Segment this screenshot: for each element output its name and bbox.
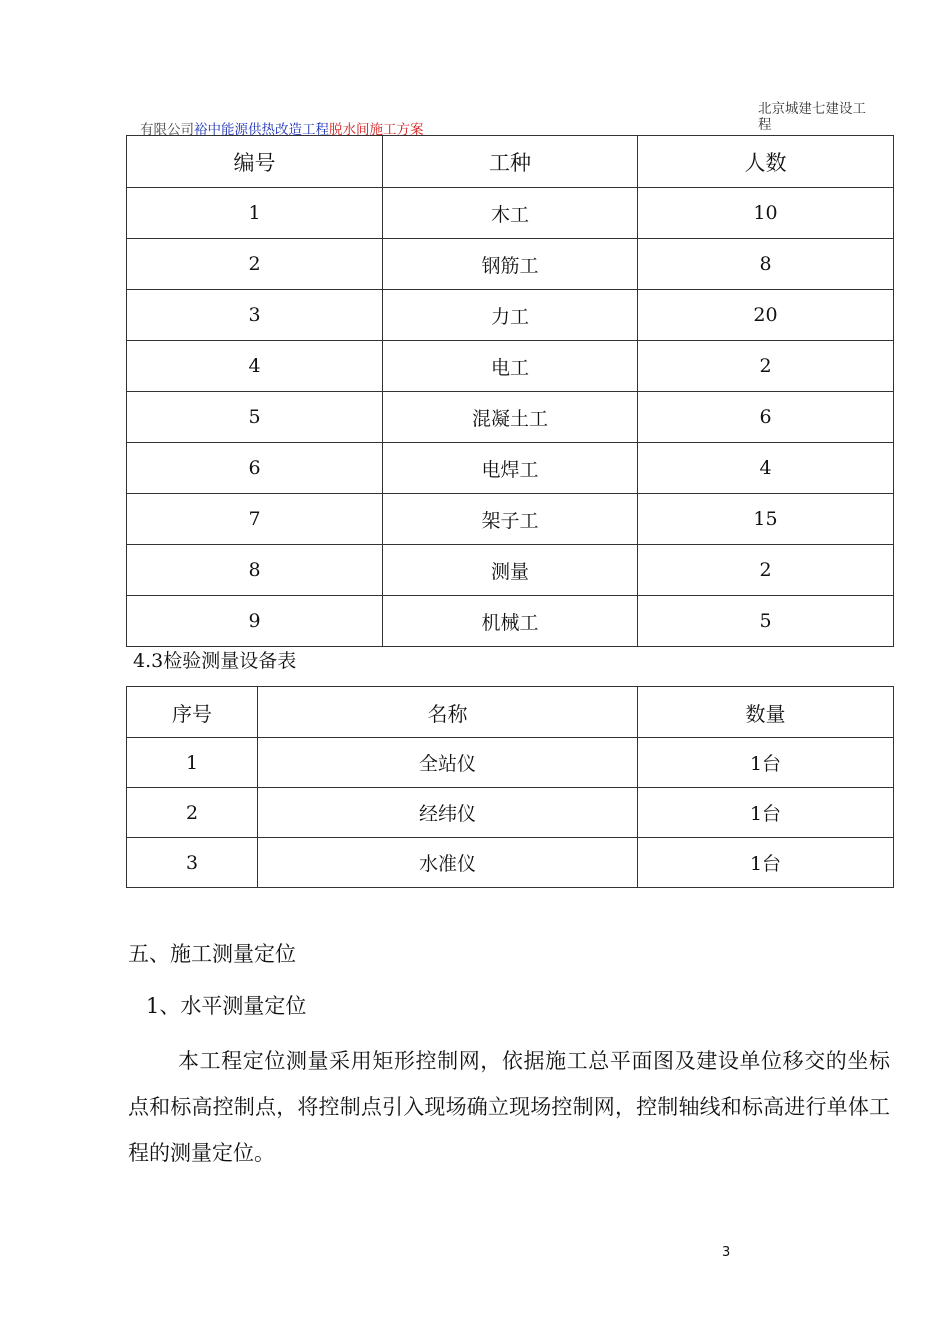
cell-seq: 1 xyxy=(127,738,258,788)
cell-count: 5 xyxy=(638,596,894,647)
cell-count: 20 xyxy=(638,290,894,341)
table-header-row xyxy=(127,136,894,188)
cell-number: 9 xyxy=(127,596,383,647)
table-row xyxy=(127,392,894,443)
header-cell-quantity: 数量 xyxy=(638,687,894,738)
table-row xyxy=(127,341,894,392)
cell-number: 6 xyxy=(127,443,383,494)
cell-trade: 架子工 xyxy=(383,494,638,545)
header-company: 有限公司 xyxy=(140,122,194,138)
table-row xyxy=(127,188,894,239)
cell-count: 2 xyxy=(638,545,894,596)
cell-count: 15 xyxy=(638,494,894,545)
cell-number: 8 xyxy=(127,545,383,596)
cell-quantity: 1台 xyxy=(638,838,894,888)
table-row xyxy=(127,838,894,888)
cell-name: 经纬仪 xyxy=(258,788,638,838)
section-heading: 五、施工测量定位 xyxy=(128,942,296,966)
table-row xyxy=(127,738,894,788)
cell-trade: 力工 xyxy=(383,290,638,341)
table-header-row xyxy=(127,687,894,738)
cell-number: 4 xyxy=(127,341,383,392)
cell-trade: 木工 xyxy=(383,188,638,239)
table-row xyxy=(127,596,894,647)
table-row xyxy=(127,443,894,494)
table-row xyxy=(127,494,894,545)
cell-number: 3 xyxy=(127,290,383,341)
table-row xyxy=(127,290,894,341)
workers-table xyxy=(126,135,894,647)
cell-trade: 混凝土工 xyxy=(383,392,638,443)
cell-quantity: 1台 xyxy=(638,788,894,838)
cell-quantity: 1台 xyxy=(638,738,894,788)
cell-trade: 测量 xyxy=(383,545,638,596)
subsection-heading: 1、水平测量定位 xyxy=(146,994,307,1018)
cell-trade: 电工 xyxy=(383,341,638,392)
running-header-right: 北京城建七建设工程 xyxy=(758,101,866,133)
header-project: 裕中能源供热改造工程 xyxy=(194,122,329,138)
cell-name: 全站仪 xyxy=(258,738,638,788)
cell-number: 7 xyxy=(127,494,383,545)
table-row xyxy=(127,788,894,838)
header-cell-name: 名称 xyxy=(258,687,638,738)
cell-trade: 钢筋工 xyxy=(383,239,638,290)
table-row xyxy=(127,239,894,290)
equipment-table-caption: 4.3检验测量设备表 xyxy=(133,650,297,672)
cell-count: 4 xyxy=(638,443,894,494)
table-row xyxy=(127,545,894,596)
equipment-table xyxy=(126,686,894,888)
cell-count: 6 xyxy=(638,392,894,443)
header-cell-seq: 序号 xyxy=(127,687,258,738)
cell-name: 水准仪 xyxy=(258,838,638,888)
cell-count: 10 xyxy=(638,188,894,239)
cell-trade: 电焊工 xyxy=(383,443,638,494)
body-paragraph: 本工程定位测量采用矩形控制网，依据施工总平面图及建设单位移交的坐标点和标高控制点，将控制点引入现场确立现场控制网，控制轴线和标高进行单体工程的测量定位。 xyxy=(128,1049,890,1165)
header-cell-count: 人数 xyxy=(638,136,894,188)
cell-number: 2 xyxy=(127,239,383,290)
cell-seq: 2 xyxy=(127,788,258,838)
cell-trade: 机械工 xyxy=(383,596,638,647)
header-cell-number: 编号 xyxy=(127,136,383,188)
cell-count: 2 xyxy=(638,341,894,392)
header-cell-trade: 工种 xyxy=(383,136,638,188)
header-plan-title: 脱水间施工方案 xyxy=(329,122,424,138)
cell-number: 1 xyxy=(127,188,383,239)
cell-count: 8 xyxy=(638,239,894,290)
cell-seq: 3 xyxy=(127,838,258,888)
cell-number: 5 xyxy=(127,392,383,443)
page-number: 3 xyxy=(722,1245,731,1260)
